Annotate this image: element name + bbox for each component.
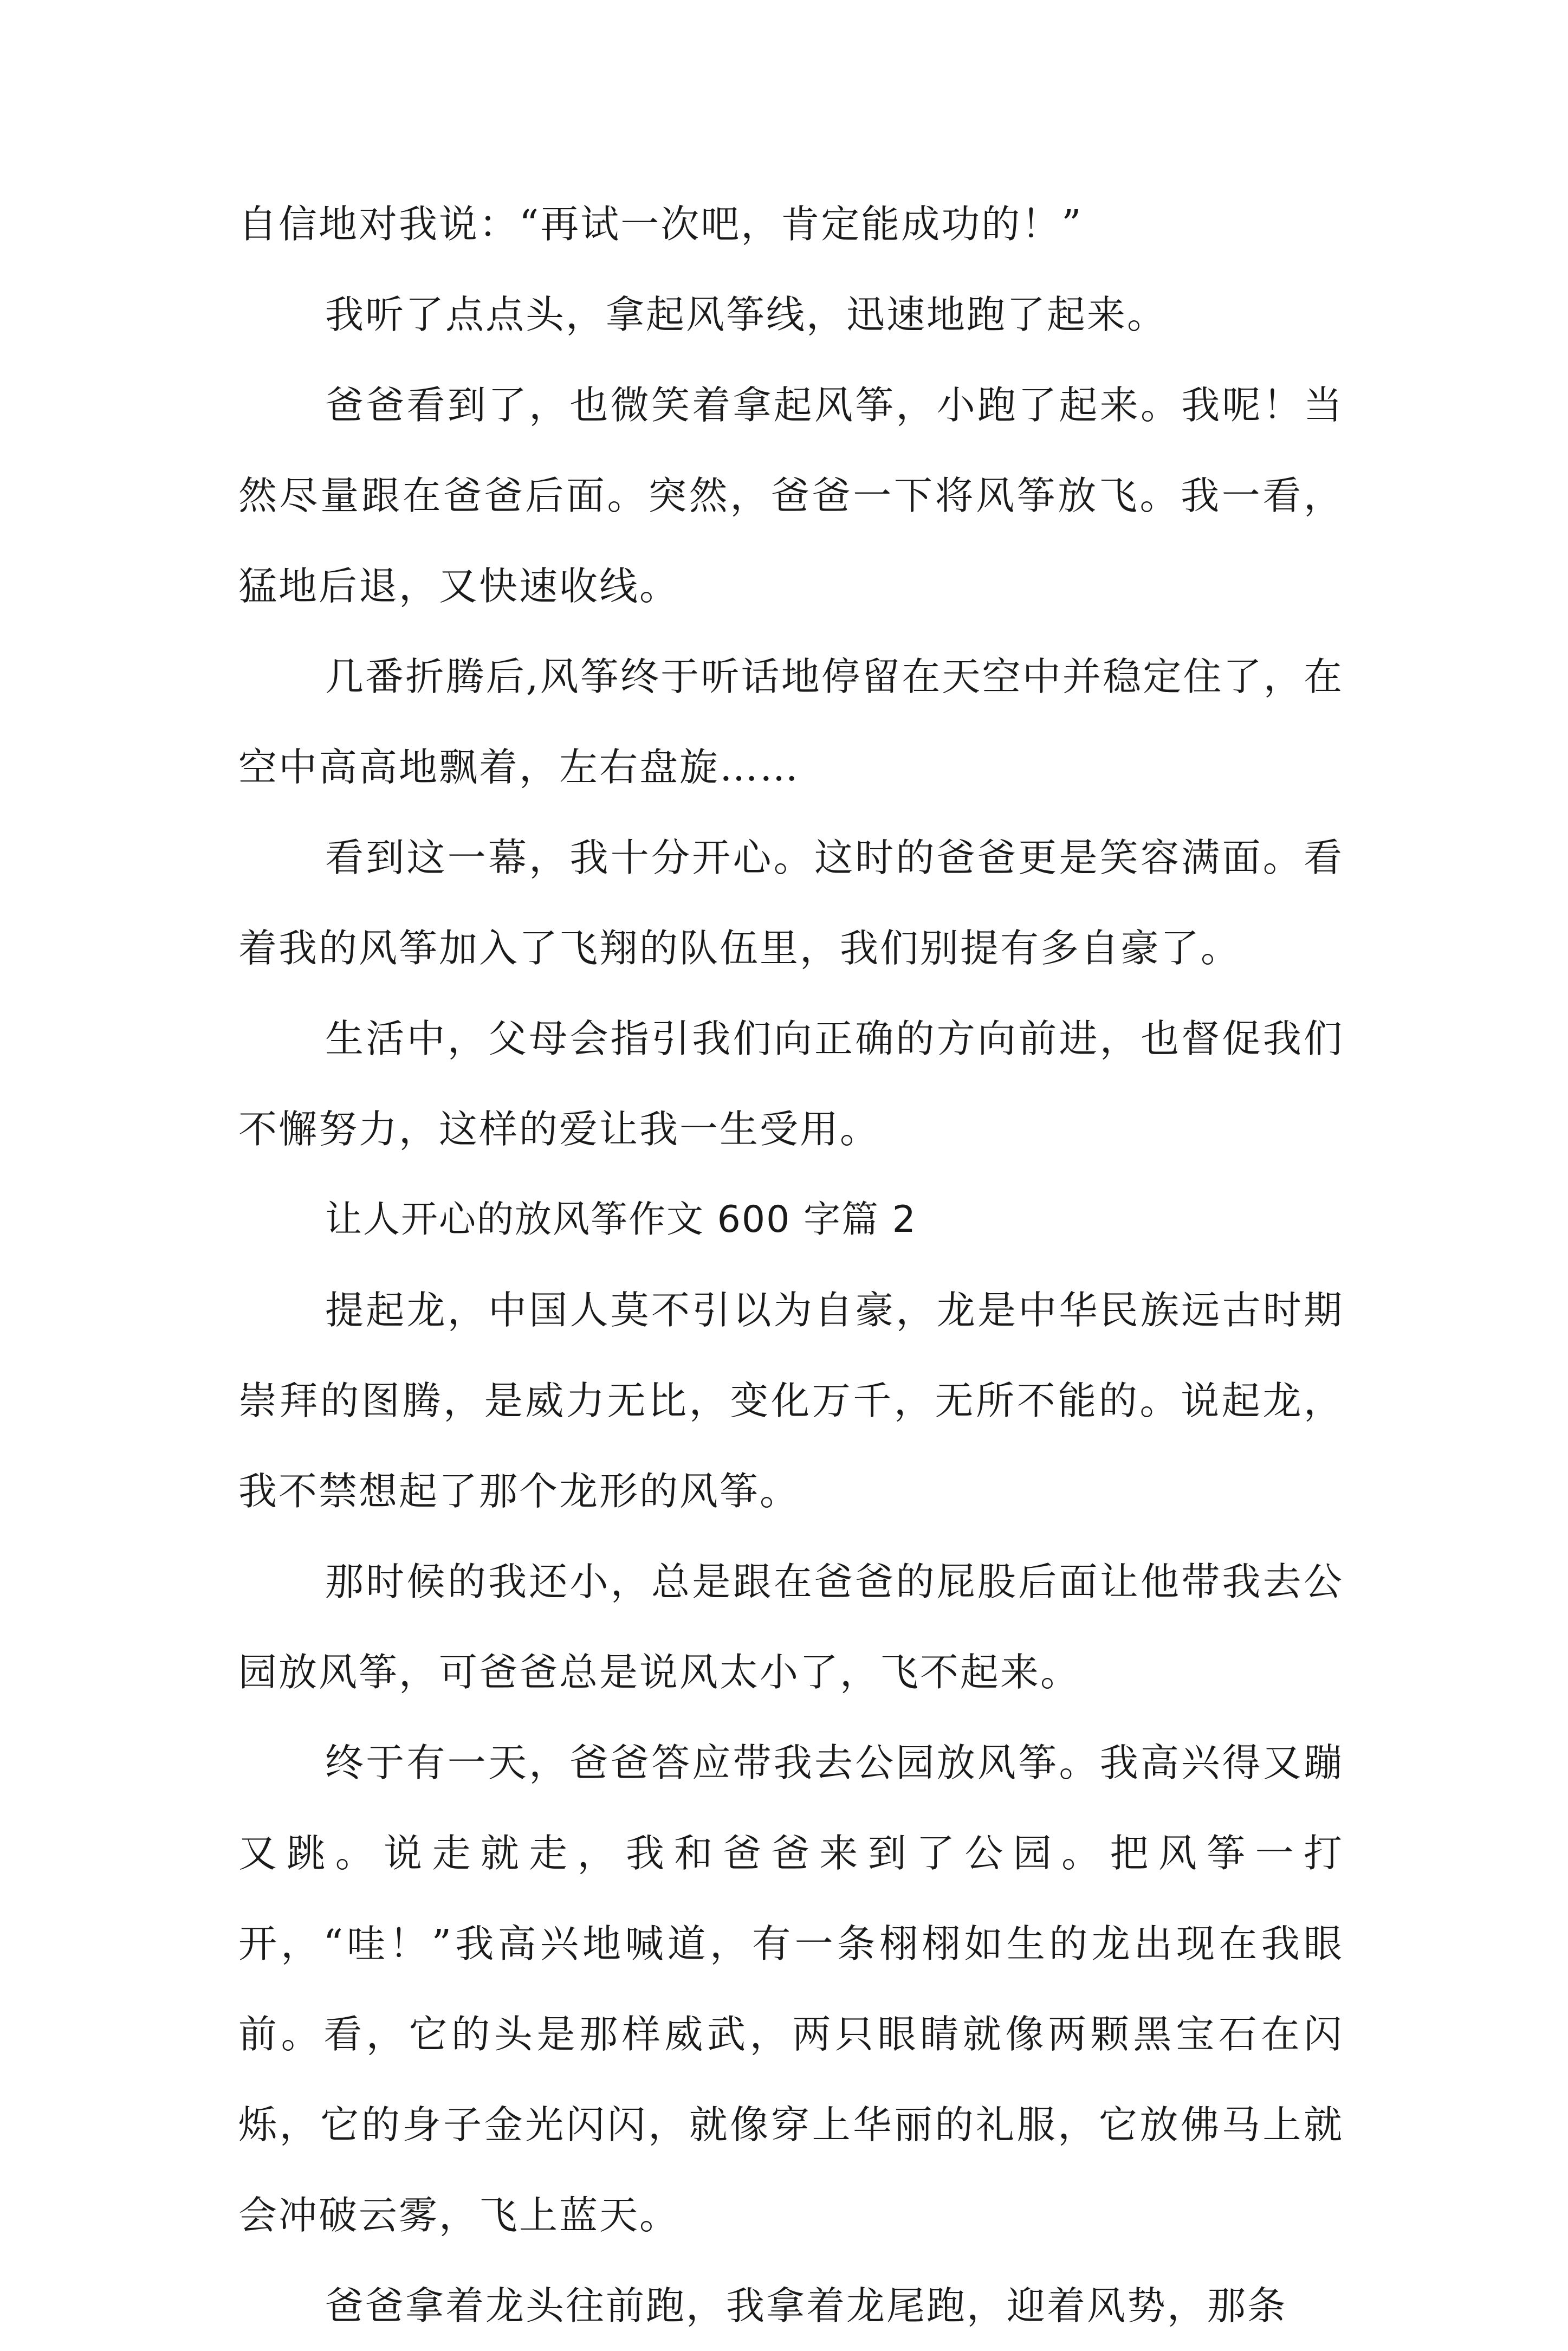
paragraph: 看到这一幕，我十分开心。这时的爸爸更是笑容满面。看着我的风筝加入了飞翔的队伍里，我们别提有多自豪了。 — [238, 835, 1344, 971]
paragraph: 爸爸拿着龙头往前跑，我拿着龙尾跑，迎着风势，那条 — [325, 2283, 1288, 2328]
paragraph: 爸爸看到了，也微笑着拿起风筝，小跑了起来。我呢！当然尽量跟在爸爸后面。突然，爸爸一下将风筝放飞。我一看，猛地后退，又快速收线。 — [238, 383, 1344, 609]
document-body — [238, 179, 1344, 2351]
paragraph: 提起龙，中国人莫不引以为自豪，龙是中华民族远古时期崇拜的图腾，是威力无比，变化万千，无所不能的。说起龙，我不禁想起了那个龙形的风筝。 — [238, 1288, 1344, 1514]
paragraph: 生活中，父母会指引我们向正确的方向前进，也督促我们不懈努力，这样的爱让我一生受用。 — [238, 1016, 1344, 1152]
paragraph: 自信地对我说：“再试一次吧，肯定能成功的！” — [238, 202, 1083, 247]
paragraph: 那时候的我还小，总是跟在爸爸的屁股后面让他带我去公园放风筝，可爸爸总是说风太小了，飞不起来。 — [238, 1559, 1344, 1695]
section-heading: 让人开心的放风筝作文 600 字篇 2 — [325, 1198, 917, 1241]
paragraph: 几番折腾后,风筝终于听话地停留在天空中并稳定住了，在空中高高地飘着，左右盘旋…… — [238, 654, 1344, 790]
paragraph: 我听了点点头，拿起风筝线，迅速地跑了起来。 — [325, 292, 1168, 337]
paragraph: 终于有一天，爸爸答应带我去公园放风筝。我高兴得又蹦又跳。说走就走，我和爸爸来到了公园。把风筝一打开，“哇！”我高兴地喊道，有一条栩栩如生的龙出现在我眼前。看，它的头是那样威武，两只眼睛就像两颗黑宝石在闪烁，它的身子金光闪闪，就像穿上华丽的礼服，它放佛马上就会冲破云雾，飞上蓝天。 — [238, 1740, 1344, 2238]
